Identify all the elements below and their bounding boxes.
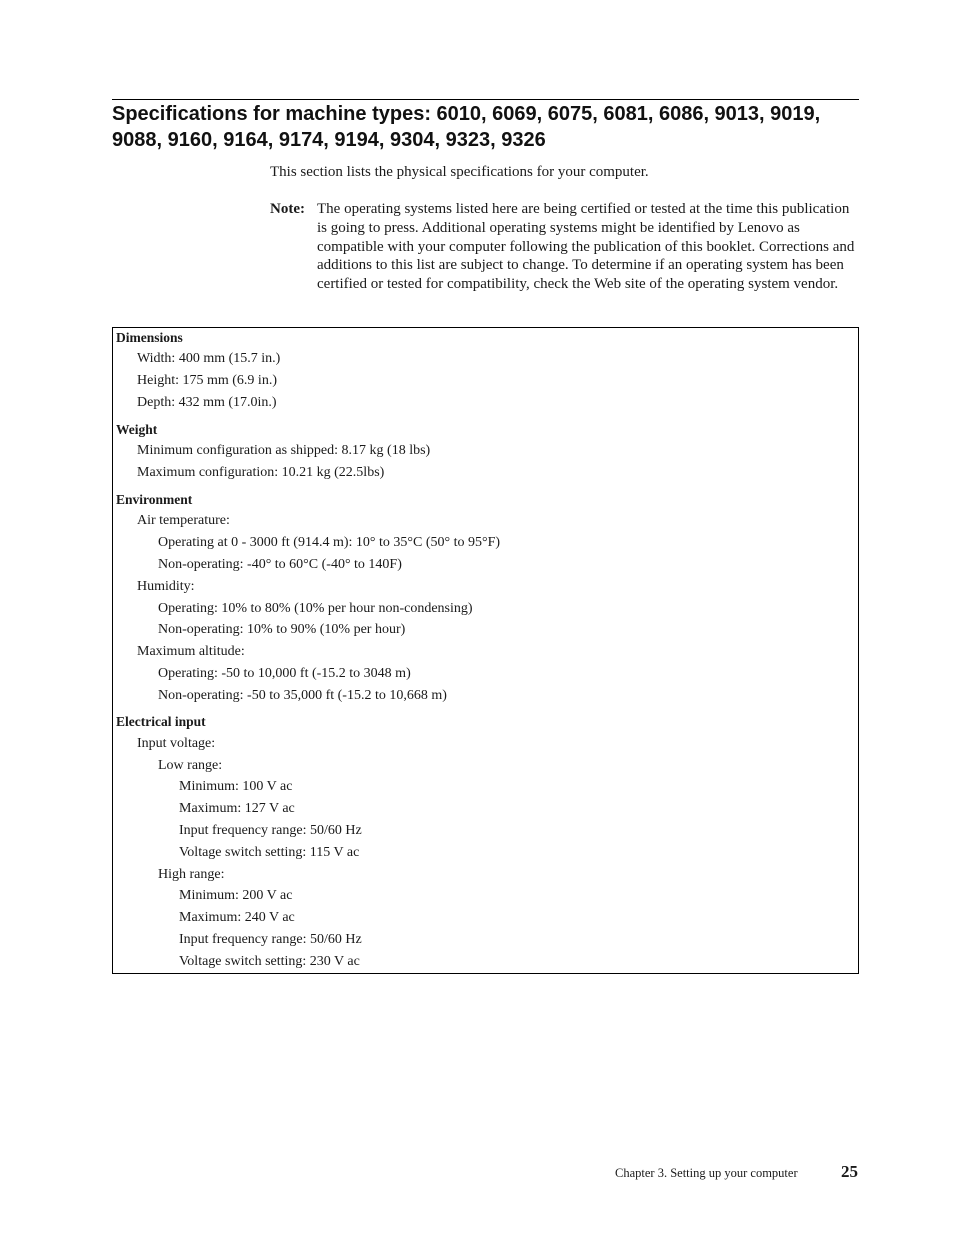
spec-heading: Electrical input — [116, 714, 206, 729]
specifications-table — [112, 327, 859, 974]
spec-item: Input frequency range: 50/60 Hz — [179, 823, 362, 838]
spec-item: Maximum altitude: — [137, 644, 245, 659]
spec-item: Operating: 10% to 80% (10% per hour non-condensing) — [158, 601, 473, 616]
spec-item: Depth: 432 mm (17.0in.) — [137, 395, 277, 410]
spec-item: Voltage switch setting: 115 V ac — [179, 845, 360, 860]
spec-item: Non-operating: 10% to 90% (10% per hour) — [158, 622, 406, 637]
spec-item: Maximum: 240 V ac — [179, 910, 295, 925]
spec-item: Operating: -50 to 10,000 ft (-15.2 to 3048 m) — [158, 666, 411, 681]
spec-item: High range: — [158, 867, 225, 882]
spec-heading: Dimensions — [116, 330, 183, 345]
note-text: The operating systems listed here are being certified or tested at the time this publication is going to press. Additional operating systems might be identified by Lenovo as compatible with your computer following the publication of this booklet. Corrections and additions to this list are subject to change. To determine if an operating system has been certified or tested for compatibility, check the Web site of the operating system vendor. — [317, 201, 855, 293]
spec-item: Minimum: 200 V ac — [179, 888, 293, 903]
spec-item: Maximum configuration: 10.21 kg (22.5lbs) — [137, 465, 385, 480]
spec-item: Minimum configuration as shipped: 8.17 kg (18 lbs) — [137, 443, 431, 458]
spec-heading: Weight — [116, 422, 158, 437]
section-title: Specifications for machine types: 6010, 6069, 6075, 6081, 6086, 9013, 9019, 9088, 9160, 9164, 9174, 9194, 9304, 9323, 9326 — [112, 103, 821, 151]
intro-text: This section lists the physical specifications for your computer. — [270, 164, 649, 180]
spec-item: Input frequency range: 50/60 Hz — [179, 932, 362, 947]
spec-item: Minimum: 100 V ac — [179, 779, 293, 794]
spec-item: Humidity: — [137, 579, 195, 594]
section-top-rule — [112, 99, 859, 100]
spec-item: Low range: — [158, 758, 223, 773]
spec-item: Maximum: 127 V ac — [179, 801, 295, 816]
spec-heading: Environment — [116, 492, 193, 507]
spec-item: Air temperature: — [137, 513, 230, 528]
spec-item: Non-operating: -50 to 35,000 ft (-15.2 to 10,668 m) — [158, 688, 447, 703]
note-block — [270, 200, 855, 294]
spec-item: Voltage switch setting: 230 V ac — [179, 954, 360, 969]
spec-item: Height: 175 mm (6.9 in.) — [137, 373, 277, 388]
spec-item: Width: 400 mm (15.7 in.) — [137, 351, 281, 366]
spec-item: Operating at 0 - 3000 ft (914.4 m): 10° to 35°C (50° to 95°F) — [158, 535, 501, 550]
note-label: Note: — [270, 201, 305, 217]
spec-item: Non-operating: -40° to 60°C (-40° to 140F) — [158, 557, 402, 572]
footer-chapter-title: Chapter 3. Setting up your computer — [615, 1166, 798, 1180]
spec-item: Input voltage: — [137, 736, 216, 751]
page-number: 25 — [841, 1162, 858, 1181]
